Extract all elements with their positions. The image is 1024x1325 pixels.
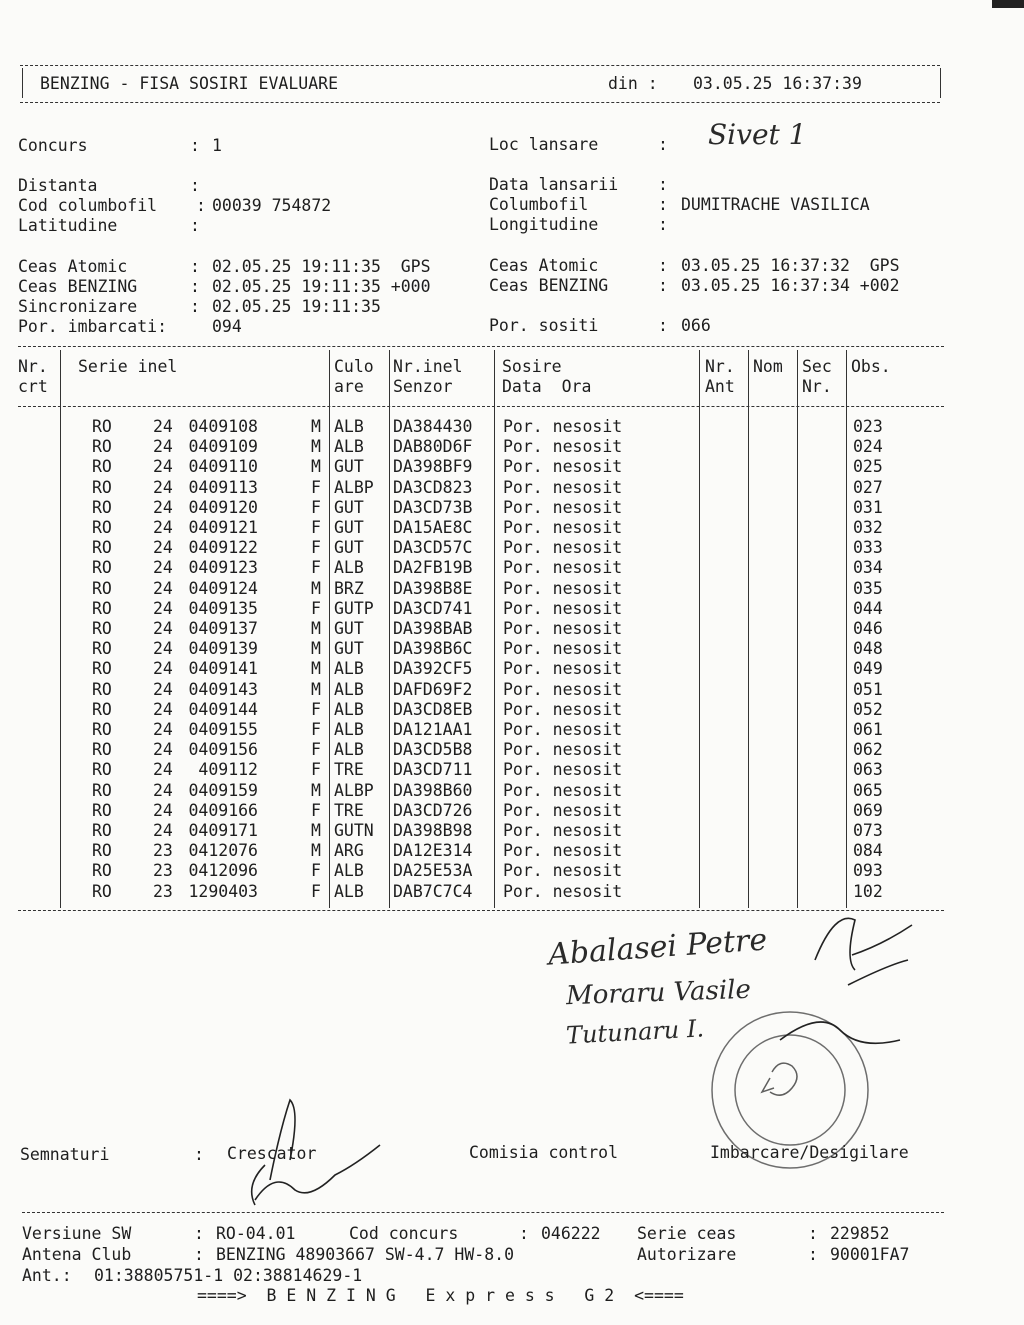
cell-senzor: DA3CD741: [393, 598, 473, 618]
cell-culoare: TRE: [334, 800, 364, 820]
cell-sosire: Por. nesosit: [503, 800, 623, 820]
ceas-benzing-right-label: Ceas BENZING: [489, 276, 609, 295]
cell-tara: RO: [92, 518, 112, 537]
cell-culoare: ALBP: [334, 477, 374, 497]
colon: :: [196, 196, 206, 215]
brand-footer: ====> B E N Z I N G E x p r e s s G 2 <====: [197, 1286, 684, 1305]
cell-sex: M: [311, 821, 321, 840]
cell-an: 24: [153, 457, 173, 477]
cell-tara: RO: [92, 558, 112, 578]
cell-sosire: Por. nesosit: [503, 457, 623, 477]
autorizare-label: Autorizare: [637, 1245, 737, 1264]
por-sositi-value: 066: [681, 316, 711, 335]
cell-obs: 034: [853, 558, 883, 578]
antena-value: BENZING 48903667 SW-4.7 HW-8.0: [216, 1245, 515, 1264]
serie-ceas-label: Serie ceas: [637, 1224, 737, 1243]
cell-an: 24: [153, 679, 173, 699]
cell-obs: 084: [853, 841, 883, 861]
cell-sex: M: [311, 457, 321, 477]
colon: :: [658, 135, 668, 154]
colon: :: [808, 1224, 818, 1243]
colon: :: [190, 216, 200, 235]
cell-sosire: Por. nesosit: [503, 861, 623, 881]
cell-obs: 061: [853, 720, 883, 739]
cell-sosire: Por. nesosit: [503, 740, 623, 760]
cell-nr: 0409137: [188, 619, 258, 638]
cell-tara: RO: [92, 780, 112, 800]
cell-sex: M: [311, 659, 321, 679]
cell-culoare: ALB: [334, 417, 364, 436]
cell-culoare: GUT: [334, 497, 364, 517]
th-culo: Culo: [334, 357, 374, 376]
versiune-label: Versiune SW: [22, 1224, 132, 1243]
cell-senzor: DA384430: [393, 417, 473, 436]
cell-tara: RO: [92, 861, 112, 881]
cell-tara: RO: [92, 659, 112, 679]
cell-senzor: DAB7C7C4: [393, 881, 473, 901]
cell-sosire: Por. nesosit: [503, 760, 623, 780]
cell-tara: RO: [92, 477, 112, 497]
colon: :: [190, 136, 200, 155]
cell-sosire: Por. nesosit: [503, 497, 623, 517]
cell-sex: F: [311, 720, 321, 739]
cell-sosire: Por. nesosit: [503, 578, 623, 598]
cell-tara: RO: [92, 497, 112, 517]
serie-ceas-value: 229852: [830, 1224, 890, 1243]
cell-tara: RO: [92, 740, 112, 760]
cell-nr: 409112: [198, 760, 258, 780]
cell-an: 24: [153, 800, 173, 820]
cell-sosire: Por. nesosit: [503, 881, 623, 901]
cell-senzor: DA398B60: [393, 780, 473, 800]
cell-nr: 0409166: [188, 800, 258, 820]
cell-sex: M: [311, 639, 321, 659]
cell-senzor: DA3CD8EB: [393, 699, 473, 719]
cell-an: 24: [153, 598, 173, 618]
cell-nr: 0409124: [188, 578, 258, 598]
cell-culoare: ALB: [334, 740, 364, 760]
din-value: 03.05.25 16:37:39: [693, 74, 862, 93]
cell-tara: RO: [92, 538, 112, 558]
colon: :: [658, 316, 668, 335]
cell-senzor: DA25E53A: [393, 861, 473, 881]
handwritten-name-1: Abalasei Petre: [547, 922, 769, 973]
cell-tara: RO: [92, 881, 112, 901]
cell-an: 24: [153, 740, 173, 760]
cell-obs: 023: [853, 417, 883, 436]
cell-sex: M: [311, 780, 321, 800]
colon: :: [658, 195, 668, 214]
cell-culoare: ALB: [334, 558, 364, 578]
cell-culoare: TRE: [334, 760, 364, 780]
th-are: are: [334, 377, 364, 396]
th-nr: Nr.: [18, 357, 48, 376]
cell-sosire: Por. nesosit: [503, 720, 623, 739]
cell-senzor: DA3CD726: [393, 800, 473, 820]
cell-nr: 0409108: [188, 417, 258, 436]
cell-an: 23: [153, 841, 173, 861]
longitudine-label: Longitudine: [489, 215, 599, 234]
cell-obs: 052: [853, 699, 883, 719]
cell-an: 24: [153, 619, 173, 638]
cell-sex: M: [311, 578, 321, 598]
cell-obs: 102: [853, 881, 883, 901]
cell-an: 24: [153, 821, 173, 840]
cell-an: 24: [153, 477, 173, 497]
columbofil-value: DUMITRACHE VASILICA: [681, 195, 870, 214]
cell-culoare: ALB: [334, 659, 364, 679]
cell-sex: M: [311, 417, 321, 436]
cell-tara: RO: [92, 417, 112, 436]
din-label: din :: [608, 74, 658, 93]
cell-culoare: ALB: [334, 699, 364, 719]
colon: :: [194, 1224, 204, 1243]
cell-an: 24: [153, 639, 173, 659]
handwritten-name-3: Tutunaru I.: [565, 1014, 705, 1050]
cell-obs: 032: [853, 518, 883, 537]
cell-sex: M: [311, 437, 321, 457]
cell-tara: RO: [92, 760, 112, 780]
cell-senzor: DA398B98: [393, 821, 473, 840]
cell-sosire: Por. nesosit: [503, 417, 623, 436]
cell-sosire: Por. nesosit: [503, 679, 623, 699]
cell-nr: 0409141: [188, 659, 258, 679]
cell-an: 24: [153, 518, 173, 537]
cell-senzor: DA15AE8C: [393, 518, 473, 537]
cell-sosire: Por. nesosit: [503, 639, 623, 659]
loc-lansare-handwritten: Sivet 1: [708, 118, 807, 151]
colon: :: [190, 297, 200, 316]
cell-obs: 069: [853, 800, 883, 820]
cell-tara: RO: [92, 578, 112, 598]
th-nom: Nom: [753, 357, 783, 376]
colon: :: [519, 1224, 529, 1243]
cell-obs: 073: [853, 821, 883, 840]
th-senzor: Senzor: [393, 377, 453, 396]
cell-an: 24: [153, 699, 173, 719]
cell-sosire: Por. nesosit: [503, 659, 623, 679]
cell-obs: 051: [853, 679, 883, 699]
cell-obs: 062: [853, 740, 883, 760]
cell-nr: 0409120: [188, 497, 258, 517]
cell-obs: 049: [853, 659, 883, 679]
cell-nr: 0409122: [188, 538, 258, 558]
sincronizare-label: Sincronizare: [18, 297, 138, 316]
cell-an: 24: [153, 760, 173, 780]
cell-senzor: DA398BF9: [393, 457, 473, 477]
cell-senzor: DAFD69F2: [393, 679, 473, 699]
cell-sosire: Por. nesosit: [503, 780, 623, 800]
cell-senzor: DA398B6C: [393, 639, 473, 659]
cell-sex: F: [311, 598, 321, 618]
data-lansarii-label: Data lansarii: [489, 175, 619, 194]
cell-culoare: ALB: [334, 881, 364, 901]
cell-sex: M: [311, 679, 321, 699]
cell-an: 24: [153, 659, 173, 679]
loc-lansare-label: Loc lansare: [489, 135, 599, 154]
cod-concurs-value: 046222: [541, 1224, 601, 1243]
columbofil-label: Columbofil: [489, 195, 589, 214]
cell-sosire: Por. nesosit: [503, 841, 623, 861]
cell-sosire: Por. nesosit: [503, 538, 623, 558]
cell-tara: RO: [92, 699, 112, 719]
cell-obs: 065: [853, 780, 883, 800]
colon: :: [190, 257, 200, 276]
crescator-label: Crescator: [227, 1144, 317, 1163]
cell-senzor: DAB80D6F: [393, 437, 473, 457]
cell-senzor: DA3CD57C: [393, 538, 473, 558]
colon: :: [658, 175, 668, 194]
cell-obs: 025: [853, 457, 883, 477]
cell-nr: 0409159: [188, 780, 258, 800]
cell-sex: M: [311, 619, 321, 638]
cell-culoare: ALB: [334, 679, 364, 699]
cell-nr: 0412076: [188, 841, 258, 861]
cell-sosire: Por. nesosit: [503, 477, 623, 497]
cell-senzor: DA392CF5: [393, 659, 473, 679]
por-sositi-label: Por. sositi: [489, 316, 599, 335]
cell-an: 23: [153, 881, 173, 901]
cell-culoare: ALB: [334, 720, 364, 739]
cell-senzor: DA12E314: [393, 841, 473, 861]
cell-culoare: BRZ: [334, 578, 364, 598]
cell-sex: F: [311, 800, 321, 820]
ceas-benzing-left-label: Ceas BENZING: [18, 277, 138, 296]
cell-sex: M: [311, 841, 321, 861]
cell-an: 24: [153, 720, 173, 739]
cell-nr: 0409139: [188, 639, 258, 659]
cell-obs: 063: [853, 760, 883, 780]
cell-sex: F: [311, 497, 321, 517]
cell-sex: F: [311, 881, 321, 901]
sincronizare-value: 02.05.25 19:11:35: [212, 297, 381, 316]
footer-divider: [22, 1212, 944, 1213]
cell-culoare: ALB: [334, 861, 364, 881]
colon: :: [658, 256, 668, 275]
cell-sex: F: [311, 558, 321, 578]
cell-sosire: Por. nesosit: [503, 437, 623, 457]
cell-an: 24: [153, 558, 173, 578]
cell-senzor: DA3CD823: [393, 477, 473, 497]
cell-culoare: ALB: [334, 437, 364, 457]
colon: :: [190, 176, 200, 195]
latitudine-label: Latitudine: [18, 216, 118, 235]
cell-nr: 0412096: [188, 861, 258, 881]
cell-senzor: DA2FB19B: [393, 558, 473, 578]
cell-culoare: GUTP: [334, 598, 374, 618]
cell-tara: RO: [92, 720, 112, 739]
cell-sex: F: [311, 538, 321, 558]
colon: :: [194, 1145, 204, 1164]
cell-culoare: GUT: [334, 619, 364, 638]
th-sec-nr: Nr.: [802, 377, 832, 396]
cell-tara: RO: [92, 619, 112, 638]
cell-sex: F: [311, 477, 321, 497]
ceas-atomic-right-label: Ceas Atomic: [489, 256, 599, 275]
imbarcare-desigilare-label: Imbarcare/Desigilare: [710, 1143, 909, 1162]
ceas-benzing-right-value: 03.05.25 16:37:34 +002: [681, 276, 900, 295]
cell-sosire: Por. nesosit: [503, 821, 623, 840]
cell-obs: 048: [853, 639, 883, 659]
handwritten-name-2: Moraru Vasile: [565, 974, 752, 1012]
th-nr-ant: Nr.: [705, 357, 735, 376]
cell-sex: F: [311, 760, 321, 780]
cell-nr: 0409155: [188, 720, 258, 739]
cell-tara: RO: [92, 800, 112, 820]
cod-columbofil-label: Cod columbofil: [18, 196, 158, 215]
cell-sex: F: [311, 699, 321, 719]
th-crt: crt: [18, 377, 48, 396]
cell-senzor: DA3CD5B8: [393, 740, 473, 760]
cell-obs: 046: [853, 619, 883, 638]
por-imbarcati-label: Por. imbarcati:: [18, 317, 168, 336]
cell-culoare: ARG: [334, 841, 364, 861]
cell-culoare: ALBP: [334, 780, 374, 800]
cell-an: 24: [153, 780, 173, 800]
versiune-value: RO-04.01: [216, 1224, 296, 1243]
cell-an: 24: [153, 417, 173, 436]
ceas-atomic-left-value: 02.05.25 19:11:35 GPS: [212, 257, 431, 276]
cell-senzor: DA398B8E: [393, 578, 473, 598]
cell-tara: RO: [92, 457, 112, 477]
colon: :: [194, 1245, 204, 1264]
semnaturi-label: Semnaturi: [20, 1145, 110, 1164]
cell-nr: 0409143: [188, 679, 258, 699]
cell-nr: 1290403: [188, 881, 258, 901]
cell-obs: 027: [853, 477, 883, 497]
cell-sosire: Por. nesosit: [503, 558, 623, 578]
cell-tara: RO: [92, 821, 112, 840]
autorizare-value: 90001FA7: [830, 1245, 910, 1264]
cell-tara: RO: [92, 437, 112, 457]
cell-nr: 0409109: [188, 437, 258, 457]
concurs-label: Concurs: [18, 136, 88, 155]
cell-senzor: DA3CD73B: [393, 497, 473, 517]
cell-nr: 0409110: [188, 457, 258, 477]
cell-obs: 031: [853, 497, 883, 517]
cell-nr: 0409121: [188, 518, 258, 537]
cell-obs: 093: [853, 861, 883, 881]
cell-senzor: DA398BAB: [393, 619, 473, 638]
cell-nr: 0409144: [188, 699, 258, 719]
cell-sosire: Por. nesosit: [503, 518, 623, 537]
cell-an: 24: [153, 578, 173, 598]
cell-senzor: DA3CD711: [393, 760, 473, 780]
th-sec: Sec: [802, 357, 832, 376]
cell-an: 24: [153, 538, 173, 558]
cell-nr: 0409135: [188, 598, 258, 618]
cod-concurs-label: Cod concurs: [349, 1224, 459, 1243]
ceas-atomic-right-value: 03.05.25 16:37:32 GPS: [681, 256, 900, 275]
ant-label: Ant.:: [22, 1266, 72, 1285]
cod-columbofil-value: 00039 754872: [212, 196, 332, 215]
cell-an: 23: [153, 861, 173, 881]
cell-culoare: GUT: [334, 457, 364, 477]
ant-value: 01:38805751-1 02:38814629-1: [94, 1266, 363, 1285]
cell-nr: 0409156: [188, 740, 258, 760]
cell-tara: RO: [92, 598, 112, 618]
colon: :: [808, 1245, 818, 1264]
cell-sosire: Por. nesosit: [503, 619, 623, 638]
cell-culoare: GUT: [334, 538, 364, 558]
cell-an: 24: [153, 497, 173, 517]
cell-senzor: DA121AA1: [393, 720, 473, 739]
cell-tara: RO: [92, 841, 112, 861]
ceas-atomic-left-label: Ceas Atomic: [18, 257, 128, 276]
page-title: BENZING - FISA SOSIRI EVALUARE: [40, 74, 339, 93]
colon: :: [658, 276, 668, 295]
colon: :: [190, 277, 200, 296]
comisia-control-label: Comisia control: [469, 1143, 619, 1162]
cell-nr: 0409171: [188, 821, 258, 840]
cell-obs: 033: [853, 538, 883, 558]
cell-nr: 0409123: [188, 558, 258, 578]
th-data-ora: Data Ora: [502, 377, 592, 396]
cell-obs: 044: [853, 598, 883, 618]
th-nr-inel: Nr.inel: [393, 357, 463, 376]
cell-tara: RO: [92, 639, 112, 659]
colon: :: [658, 215, 668, 234]
cell-sex: F: [311, 518, 321, 537]
concurs-value: 1: [212, 136, 222, 155]
cell-nr: 0409113: [188, 477, 258, 497]
cell-culoare: GUTN: [334, 821, 374, 840]
cell-culoare: GUT: [334, 518, 364, 537]
cell-obs: 024: [853, 437, 883, 457]
por-imbarcati-value: 094: [212, 317, 242, 336]
cell-sex: F: [311, 740, 321, 760]
distanta-label: Distanta: [18, 176, 98, 195]
cell-an: 24: [153, 437, 173, 457]
th-obs: Obs.: [851, 357, 891, 376]
th-ant: Ant: [705, 377, 735, 396]
th-sosire: Sosire: [502, 357, 562, 376]
ceas-benzing-left-value: 02.05.25 19:11:35 +000: [212, 277, 431, 296]
cell-obs: 035: [853, 578, 883, 598]
antena-label: Antena Club: [22, 1245, 132, 1264]
cell-sosire: Por. nesosit: [503, 598, 623, 618]
cell-culoare: GUT: [334, 639, 364, 659]
cell-tara: RO: [92, 679, 112, 699]
cell-sosire: Por. nesosit: [503, 699, 623, 719]
cell-sex: F: [311, 861, 321, 881]
th-serie-inel: Serie inel: [78, 357, 178, 376]
